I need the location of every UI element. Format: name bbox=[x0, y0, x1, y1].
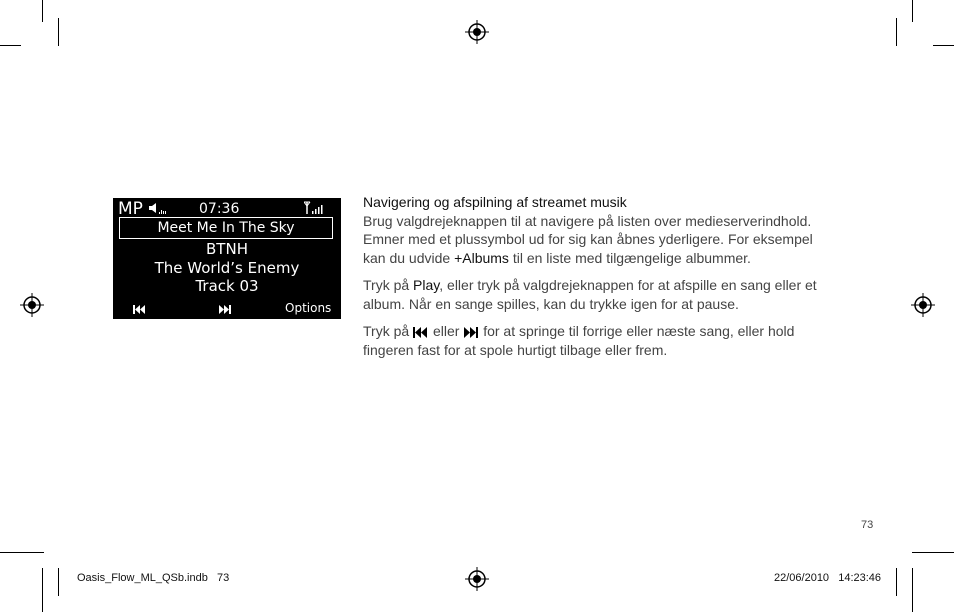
skip-next-icon bbox=[218, 305, 231, 314]
skip-next-icon bbox=[463, 327, 479, 338]
registration-mark-icon bbox=[20, 293, 44, 317]
skip-previous-icon bbox=[133, 305, 146, 314]
crop-mark bbox=[42, 0, 43, 22]
skip-previous-icon bbox=[413, 327, 429, 338]
crop-mark bbox=[58, 568, 59, 596]
crop-mark bbox=[912, 552, 954, 553]
selected-menu-item: Meet Me In The Sky bbox=[119, 217, 333, 239]
paragraph-play: Tryk på Play, eller tryk på valgdrejeknappen for at afspille en sang eller et album. Når en sange spilles, kan du trykke igen for at pause. bbox=[363, 277, 817, 312]
registration-mark-icon bbox=[465, 567, 489, 591]
album-line: The World’s Enemy bbox=[154, 259, 300, 277]
options-label: Options bbox=[285, 301, 332, 315]
artist-line: BTNH bbox=[206, 240, 248, 258]
crop-mark bbox=[896, 18, 897, 46]
albums-term: +Albums bbox=[454, 249, 509, 266]
body-text bbox=[363, 193, 833, 359]
paragraph-skip: Tryk på eller for at springe til forrige eller næste sang, eller hold fingeren fast for at spole hurtigt tilbage eller frem. bbox=[363, 323, 795, 358]
slug-date: 22/06/2010 14:23:46 bbox=[774, 572, 882, 584]
clock: 07:36 bbox=[199, 201, 240, 217]
crop-mark bbox=[42, 568, 43, 612]
crop-mark bbox=[0, 45, 21, 46]
registration-mark-icon bbox=[911, 293, 935, 317]
crop-mark bbox=[933, 45, 954, 46]
crop-mark bbox=[896, 568, 897, 596]
crop-mark bbox=[0, 552, 44, 553]
speaker-volume-icon bbox=[149, 202, 169, 215]
play-term: Play bbox=[413, 277, 440, 293]
slug-file: Oasis_Flow_ML_QSb.indb 73 bbox=[77, 572, 230, 584]
crop-mark bbox=[912, 0, 913, 22]
paragraph-navigation: Brug valgdrejeknappen til at navigere på listen over medieserverindhold. Emner med et plussymbol ud for sig kan åbnes yderligere. For eksempel kan du udvide +Albums til en liste med tilgængelige albummer. bbox=[363, 212, 813, 266]
page-number: 73 bbox=[861, 519, 874, 531]
registration-mark-icon bbox=[465, 20, 489, 44]
section-heading: Navigering og afspilning af streamet musik bbox=[363, 194, 627, 210]
crop-mark bbox=[912, 568, 913, 612]
crop-mark bbox=[58, 18, 59, 46]
track-line: Track 03 bbox=[195, 277, 259, 295]
mode-label: MP bbox=[118, 199, 143, 219]
device-display bbox=[113, 198, 341, 319]
signal-strength-icon bbox=[304, 201, 324, 215]
